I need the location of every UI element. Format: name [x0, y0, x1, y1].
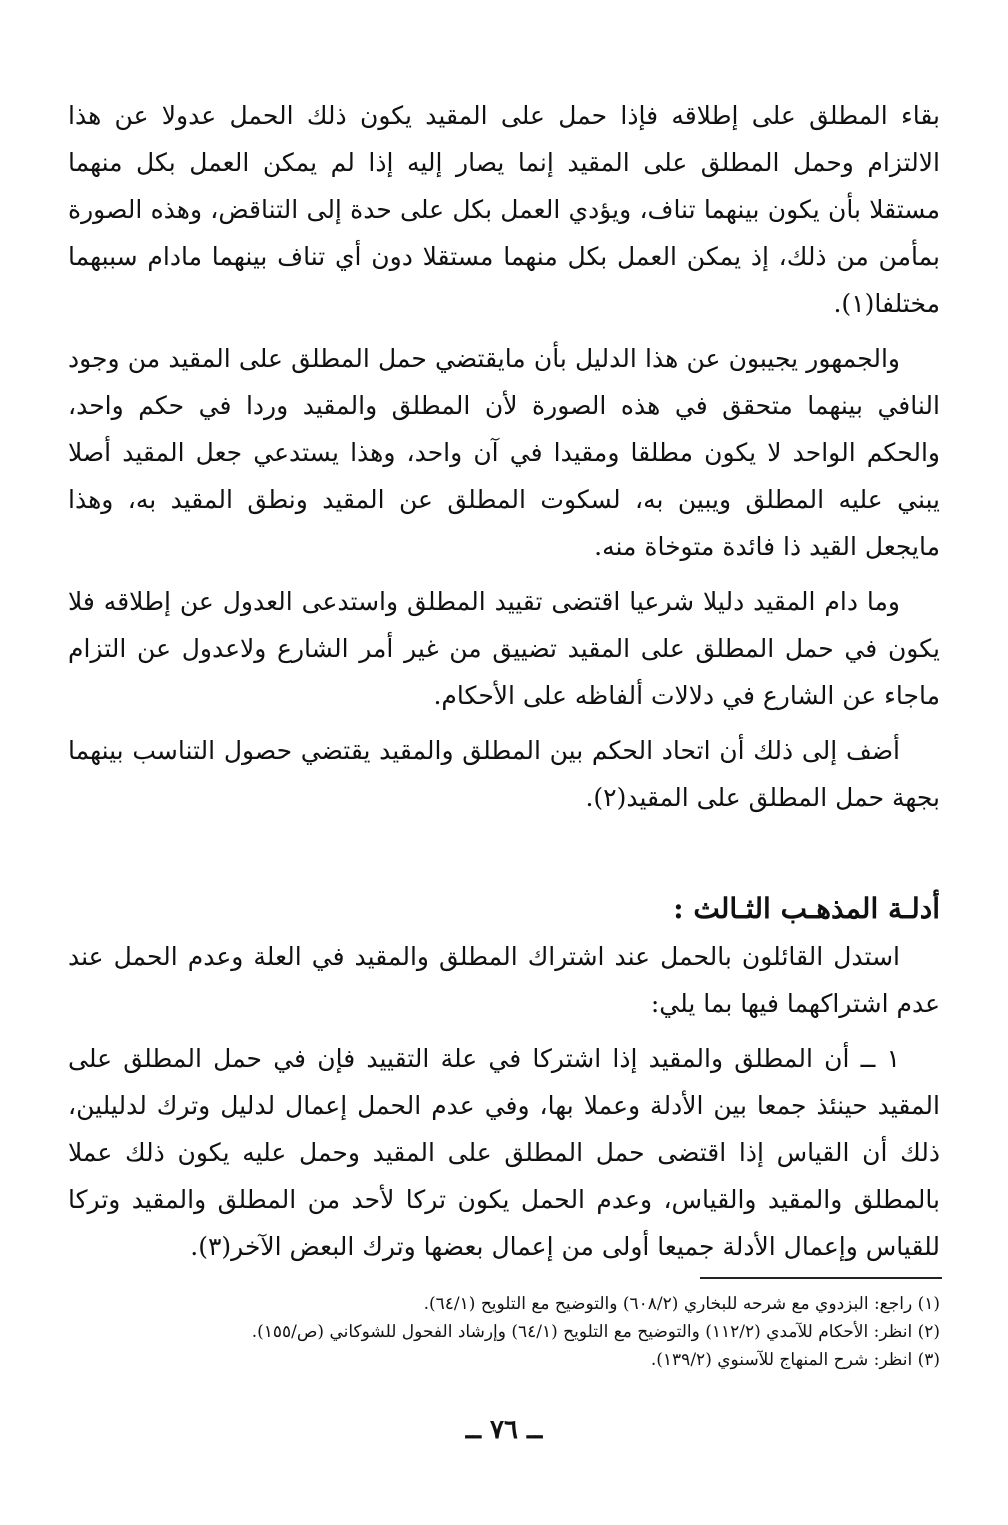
paragraph-2: والجمهور يجيبون عن هذا الدليل بأن مايقتضي حمل المطلق على المقيد من وجود النافي بينهما متحقق في هذه الصورة لأن المطلق والمقيد وردا في حكم واحد، والحكم الواحد لا يكون مطلقا ومقيدا في آن واحد، وهذا يستدعي جعل المقيد أصلا يبني عليه المطلق ويبين به، لسكوت المطلق عن المقيد ونطق المقيد به، وهذا مايجعل القيد ذا فائدة متوخاة منه.	[68, 344, 940, 561]
page-body	[68, 92, 940, 1278]
section-heading: أدلـة المذهـب الثـالث :	[673, 892, 940, 925]
paragraph-3: وما دام المقيد دليلا شرعيا اقتضى تقييد المطلق واستدعى العدول عن إطلاقه فلا يكون في حمل المطلق على المقيد تضييق من غير أمر الشارع ولاعدول عن التزام ماجاء عن الشارع في دلالات ألفاظه على الأحكام.	[68, 587, 940, 710]
section-paragraph-1: استدل القائلون بالحمل عند اشتراك المطلق والمقيد في العلة وعدم الحمل عند عدم اشتراكهما فيها بما يلي:	[68, 942, 940, 1018]
footnotes	[68, 1290, 940, 1374]
paragraph-4: أضف إلى ذلك أن اتحاد الحكم بين المطلق والمقيد يقتضي حصول التناسب بينهما بجهة حمل المطلق على المقيد(٢).	[68, 736, 940, 812]
section-paragraph-2: ١ ــ أن المطلق والمقيد إذا اشتركا في علة التقييد فإن في حمل المطلق على المقيد حينئذ جمعا بين الأدلة وعملا بها، وفي عدم الحمل إعمال لدليل وترك لدليلين، ذلك أن القياس إذا اقتضى حمل المطلق على المقيد وحمل عليه يكون ذلك عملا بالمطلق والمقيد والقياس، وعدم الحمل يكون تركا لأحد من المطلق والمقيد وتركا للقياس وإعمال الأدلة جميعا أولى من إعمال بعضها وترك البعض الآخر(٣).	[68, 1044, 940, 1261]
footnote-3: (٣) انظر: شرح المنهاج للآسنوي (١٣٩/٢).	[650, 1350, 940, 1370]
footnote-divider	[700, 1277, 942, 1279]
footnote-2: (٢) انظر: الأحكام للآمدي (١١٢/٢) والتوضيح مع التلويح (٦٤/١) وإرشاد الفحول للشوكاني (ص/١٥٥).	[251, 1322, 940, 1342]
page-number: ــ ٧٦ ــ	[465, 1415, 543, 1445]
paragraph-1: بقاء المطلق على إطلاقه فإذا حمل على المقيد يكون ذلك الحمل عدولا عن هذا الالتزام وحمل المطلق على المقيد إنما يصار إليه إذا لم يمكن العمل بكل منهما مستقلا بأن يكون بينهما تناف، ويؤدي العمل بكل على حدة إلى التناقض، وهذه الصورة بمأمن من ذلك، إذ يمكن العمل بكل منهما مستقلا دون أي تناف بينهما مادام سببهما مختلفا(١).	[68, 101, 940, 318]
footnote-1: (١) راجع: البزدوي مع شرحه للبخاري (٦٠٨/٢) والتوضيح مع التلويح (٦٤/١).	[423, 1294, 940, 1314]
